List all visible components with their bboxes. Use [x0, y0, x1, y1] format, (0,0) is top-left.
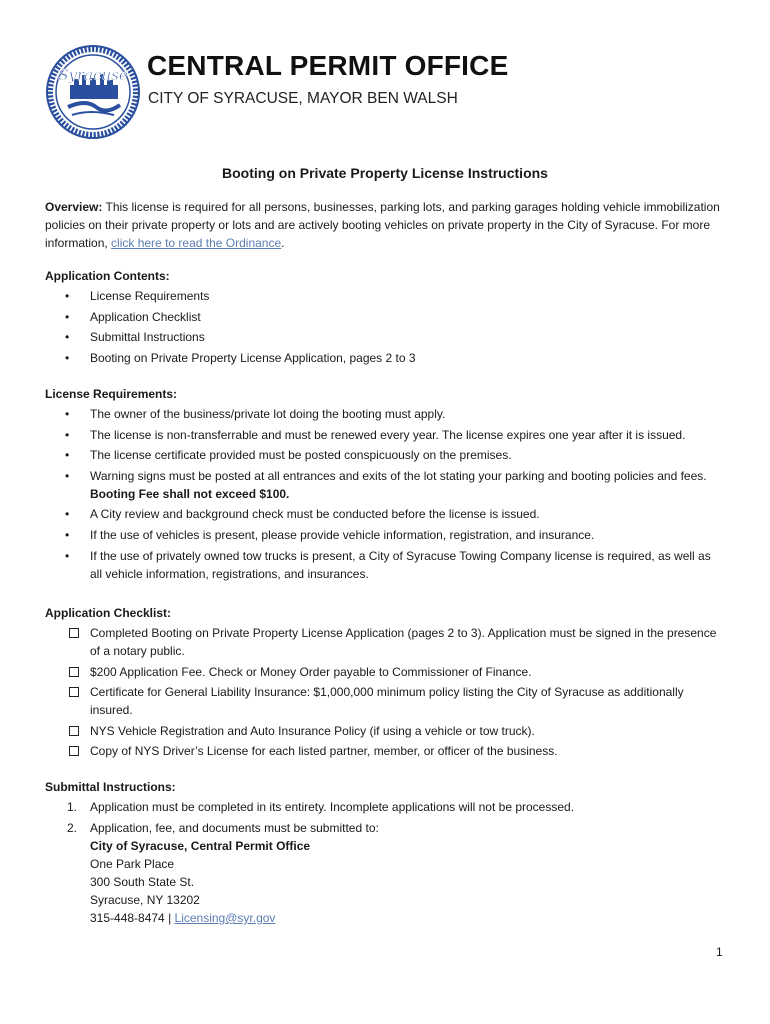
office-subtitle: CITY OF SYRACUSE, MAYOR BEN WALSH	[148, 90, 458, 107]
list-item: • The owner of the business/private lot doing the booting must apply.	[65, 407, 446, 421]
section-heading: Submittal Instructions:	[45, 780, 176, 794]
checklist-item: Copy of NYS Driver’s License for each listed partner, member, or officer of the business.	[45, 742, 725, 760]
contact-line: 315-448-8474 | Licensing@syr.gov	[90, 911, 276, 925]
list-item: • Submittal Instructions	[65, 330, 205, 345]
email-link[interactable]: Licensing@syr.gov	[174, 911, 276, 925]
numbered-item: 2. Application, fee, and documents must be submitted to: City of Syracuse, Central Permit Office One Park Place 300 South State St. Syracuse, NY 13202 315-448-8474 | Licensing@syr.gov	[45, 819, 725, 927]
list-item: • A City review and background check must be conducted before the license is issued.	[65, 507, 540, 522]
checklist-item: $200 Application Fee. Check or Money Order payable to Commissioner of Finance.	[45, 663, 725, 681]
checkbox-icon	[69, 628, 79, 638]
application-checklist-section	[45, 604, 725, 763]
section-heading: Application Contents:	[45, 269, 170, 283]
numbered-item: 1. Application must be completed in its entirety. Incomplete applications will not be processed.	[67, 800, 575, 814]
office-title: CENTRAL PERMIT OFFICE	[147, 50, 509, 81]
checklist-item: Certificate for General Liability Insurance: $1,000,000 minimum policy listing the City of Syracuse as additionally insured.	[45, 683, 725, 719]
checklist-item: Completed Booting on Private Property License Application (pages 2 to 3). Application must be signed in the presence of a notary public.	[45, 624, 725, 660]
city-seal-logo	[46, 45, 140, 139]
list-item: • Warning signs must be posted at all entrances and exits of the lot stating your parking and booting policies and fees. Booting Fee shall not exceed $100.	[65, 468, 707, 501]
checkbox-icon	[69, 667, 79, 677]
address-line: 300 South State St.	[90, 875, 195, 889]
application-contents-section	[45, 267, 725, 369]
section-heading: Application Checklist:	[45, 606, 172, 620]
list-item: • The license is non-transferrable and must be renewed every year. The license expires one year after it is issued.	[65, 427, 686, 442]
list-item: • The license certificate provided must be posted conspicuously on the premises.	[65, 448, 512, 463]
phone-number: 315-448-8474	[90, 911, 165, 925]
checkbox-icon	[69, 746, 79, 756]
section-heading: License Requirements:	[45, 387, 178, 401]
checklist-item: NYS Vehicle Registration and Auto Insurance Policy (if using a vehicle or tow truck).	[45, 722, 725, 740]
list-item: • Application Checklist	[65, 309, 201, 324]
overview-paragraph: Overview: This license is required for all persons, businesses, parking lots, and parking garages holding vehicle immobilization policies on their private property or lots and are actively booting vehicles on private property in the City of Syracuse. For more information, click here to read the Ordinance.	[45, 200, 720, 250]
document-title: Booting on Private Property License Instructions	[222, 165, 548, 181]
submittal-instructions-section	[45, 778, 725, 930]
list-item: • Booting on Private Property License Application, pages 2 to 3	[65, 350, 416, 365]
address-line: Syracuse, NY 13202	[90, 893, 200, 907]
page-number: 1	[716, 945, 723, 959]
checkbox-icon	[69, 726, 79, 736]
address-line: One Park Place	[90, 857, 175, 871]
list-item: • If the use of vehicles is present, please provide vehicle information, registration, and insurance.	[65, 527, 595, 542]
svg-text:Syracuse: Syracuse	[58, 66, 128, 84]
mailing-address	[90, 837, 725, 927]
list-item: • If the use of privately owned tow trucks is present, a City of Syracuse Towing Company license is required, as well as all vehicle information, registrations, and insurances.	[65, 548, 711, 581]
license-requirements-section	[45, 385, 725, 585]
address-office: City of Syracuse, Central Permit Office	[90, 839, 311, 853]
list-item: • License Requirements	[65, 289, 210, 303]
ordinance-link[interactable]: click here to read the Ordinance	[111, 236, 282, 250]
checkbox-icon	[69, 687, 79, 697]
